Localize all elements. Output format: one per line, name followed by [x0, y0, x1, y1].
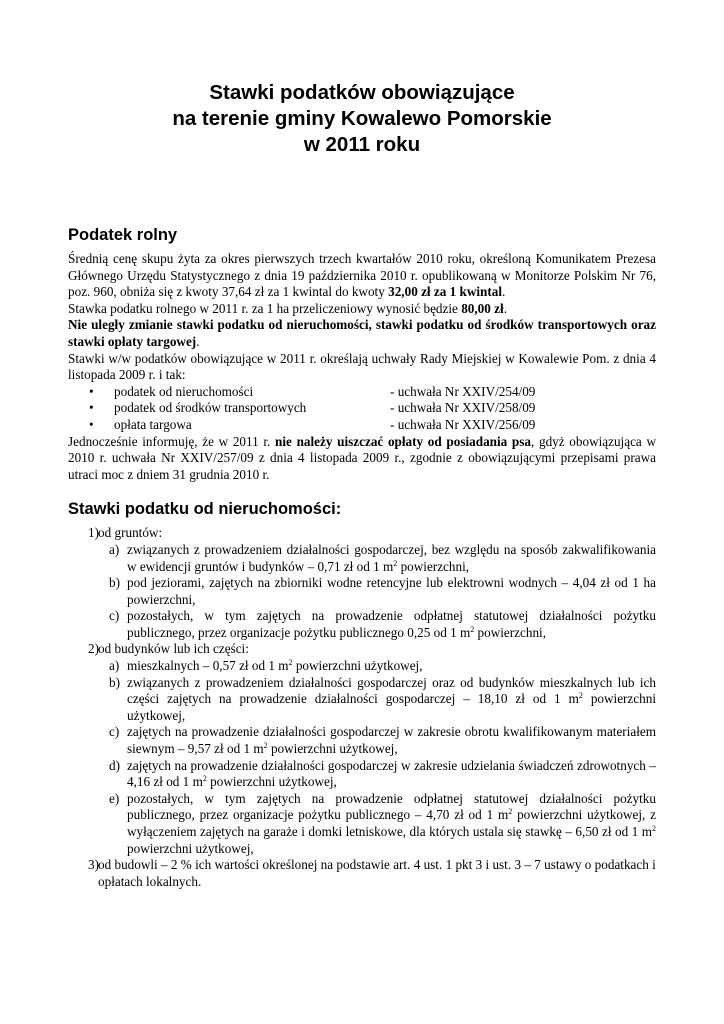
tax-name: opłata targowa	[114, 416, 192, 432]
list-item-budynki	[68, 641, 656, 857]
sublist	[83, 658, 656, 857]
list-item	[83, 542, 656, 575]
list-item	[83, 758, 656, 791]
item-number: 3)	[88, 857, 99, 873]
item-label: od gruntów:	[98, 525, 163, 541]
text: powierzchni,	[397, 558, 470, 574]
list-item	[68, 384, 656, 401]
bold-text: 32,00 zł za 1 kwintal	[388, 284, 503, 300]
item-letter: c)	[109, 724, 120, 740]
item-number: 1)	[88, 525, 99, 541]
text: powierzchni użytkowej,	[267, 741, 398, 757]
text: powierzchni użytkowej,	[127, 840, 254, 856]
text: , gdyż obowiązująca w 2010 r. uchwała Nr XXIV/257/09 z dnia 4 listopada 2009 r., zgodnie z obowiązującymi przepisami prawa utraci moc z dniem 31 grudnia 2010 r.	[68, 433, 656, 482]
paragraph-bez-zmian	[68, 317, 656, 350]
bold-text: nie należy uiszczać opłaty od posiadania psa	[275, 433, 531, 449]
superscript: 2	[470, 624, 475, 634]
list-item-grunty	[68, 525, 656, 641]
item-letter: d)	[109, 757, 120, 773]
item-letter: b)	[109, 674, 120, 690]
superscript: 2	[202, 774, 207, 784]
list-item	[83, 724, 656, 757]
text: pozostałych, w tym zajętych na prowadzenie odpłatnej statutowej działalności pożytku publicznego, przez organizacje pożytku publicznego 0,25 od 1 m	[127, 608, 656, 640]
text: Stawka podatku rolnego w 2011 r. za 1 ha przeliczeniowy wynosić będzie	[68, 300, 462, 316]
list-item	[68, 417, 656, 434]
superscript: 2	[652, 824, 656, 833]
superscript: 2	[578, 691, 583, 701]
superscript: 2	[393, 558, 398, 568]
text: .	[502, 284, 506, 300]
resolution-ref: - uchwała Nr XXIV/256/09	[390, 416, 536, 432]
document-title	[68, 80, 656, 158]
document-page	[68, 80, 656, 890]
bullet-icon: •	[89, 383, 94, 399]
paragraph-uchwaly: Stawki w/w podatków obowiązujące w 2011 r. określają uchwały Rady Miejskiej w Kowalewie Pom. z dnia 4 listopada 2009 r. i tak:	[68, 350, 656, 383]
text: powierzchni,	[474, 624, 547, 640]
sublist	[83, 542, 656, 642]
text: powierzchni użytkowej,	[292, 658, 423, 674]
bullet-icon: •	[89, 416, 94, 432]
paragraph-oplata-psa	[68, 434, 656, 484]
text: pozostałych, w tym zajętych na prowadzenie odpłatnej statutowej działalności pożytku publicznego, przez organizacje pożytku publicznego – 4,70 zł od 1 m	[127, 790, 656, 823]
bold-text: 80,00 zł	[461, 300, 504, 316]
list-item-budowle	[68, 857, 656, 890]
text: związanych z prowadzeniem działalności gospodarczej, bez względu na sposób zakwalifikowania w ewidencji gruntów i budynków – 0,71 zł od 1 m	[127, 541, 656, 574]
text: .	[503, 300, 507, 316]
title-line-1: Stawki podatków obowiązujące	[209, 81, 515, 104]
item-label: od budowli – 2 % ich wartości określonej na podstawie art. 4 ust. 1 pkt 3 i ust. 3 – 7 ustawy o podatkach i opłatach lokalnych.	[98, 857, 656, 889]
text: pod jeziorami, zajętych na zbiorniki wodne retencyjne lub elektrowni wodnych – 4,04 zł od 1 ha powierzchni,	[127, 575, 656, 607]
text: .	[196, 333, 200, 349]
list-item	[83, 791, 656, 857]
paragraph-stawka-rolna	[68, 301, 656, 318]
list-item	[83, 608, 656, 641]
rates-list	[68, 525, 656, 890]
title-line-2: na terenie gminy Kowalewo Pomorskie	[172, 107, 552, 130]
superscript: 2	[508, 807, 513, 817]
item-letter: a)	[109, 541, 120, 557]
bold-text: Nie uległy zmianie stawki podatku od nieruchomości, stawki podatku od środków transportowych oraz stawki opłaty targowej	[68, 317, 656, 349]
text: Średnią cenę skupu żyta za okres pierwszych trzech kwartałów 2010 roku, określoną Komunikatem Prezesa Głównego Urzędu Statystycznego z dnia 19 października 2010 r. opublikowaną w Monitorze Polskim Nr 76, poz. 960, obniża się z kwoty 37,64 zł za 1 kwintal do kwoty	[68, 251, 656, 300]
text: mieszkalnych – 0,57 zł od 1 m	[127, 658, 289, 674]
superscript: 2	[288, 658, 293, 668]
text: Jednocześnie informuję, że w 2011 r.	[68, 433, 276, 449]
text: powierzchni użytkowej,	[127, 691, 656, 723]
bullet-icon: •	[89, 400, 94, 416]
item-letter: b)	[109, 575, 120, 591]
item-letter: a)	[109, 658, 120, 674]
resolution-ref: - uchwała Nr XXIV/258/09	[390, 400, 536, 416]
list-item	[83, 675, 656, 725]
title-line-3: w 2011 roku	[303, 133, 421, 156]
text: powierzchni użytkowej, z wyłączeniem zajętych na garaże i domki letniskowe, dla których ustala się stawkę – 6,50 zł od 1 m	[127, 807, 657, 839]
superscript: 2	[263, 741, 268, 751]
item-letter: c)	[109, 608, 120, 624]
item-number: 2)	[88, 641, 99, 657]
paragraph-cena-zyta	[68, 251, 656, 301]
uchwaly-list	[68, 384, 656, 434]
list-item	[83, 658, 656, 675]
text: zajętych na prowadzenie działalności gospodarczej w zakresie udzielania świadczeń zdrowotnych – 4,16 zł od 1 m	[127, 757, 656, 790]
list-item	[68, 400, 656, 417]
text: powierzchni użytkowej,	[206, 774, 337, 790]
text: zajętych na prowadzenie działalności gospodarczej w zakresie obrotu kwalifikowanym materiałem siewnym – 9,57 zł od 1 m	[127, 724, 656, 757]
tax-name: podatek od nieruchomości	[114, 383, 254, 399]
item-label: od budynków lub ich części:	[98, 641, 249, 657]
section-heading-podatek-rolny: Podatek rolny	[68, 226, 178, 244]
tax-name: podatek od środków transportowych	[114, 400, 307, 416]
item-letter: e)	[109, 790, 120, 806]
section-heading-stawki-nieruchomosci: Stawki podatku od nieruchomości:	[68, 500, 342, 519]
resolution-ref: - uchwała Nr XXIV/254/09	[390, 383, 536, 399]
text: związanych z prowadzeniem działalności gospodarczej oraz od budynków mieszkalnych lub ich części zajętych na prowadzenie działalności gospodarczej – 18,10 zł od 1 m	[127, 674, 656, 707]
list-item	[83, 575, 656, 608]
